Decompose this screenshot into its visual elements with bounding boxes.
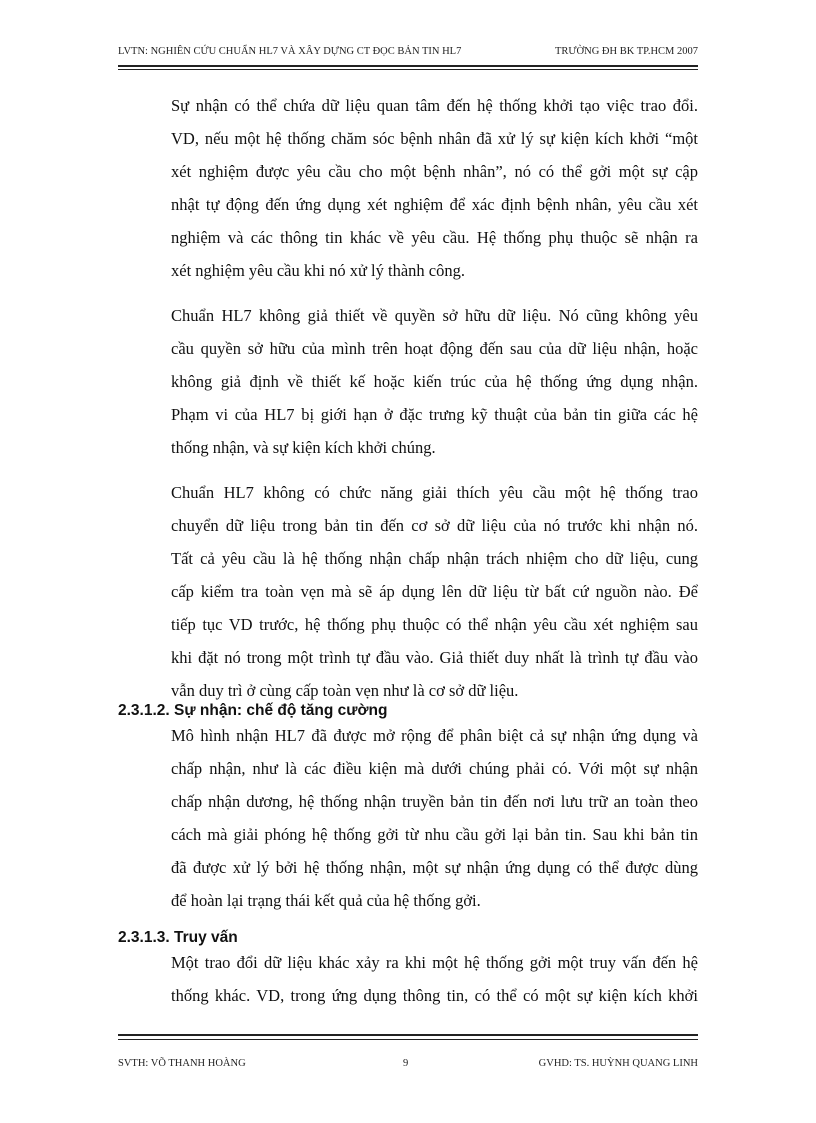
paragraph-line: chấp nhận, như là các điều kiện mà dưới chúng phải có. Với một sự nhận	[171, 759, 698, 778]
paragraph-line: chấp nhận dương, hệ thống nhận truyền bản tin đến nơi lưu trữ an toàn theo	[171, 792, 698, 811]
paragraph-line: xét nghiệm được yêu cầu cho một bệnh nhân”, nó có thể gởi một sự cập	[171, 162, 698, 181]
paragraph-line: đã được xử lý bởi hệ thống nhận, một sự nhận ứng dụng có thể được dùng	[171, 858, 698, 877]
paragraph-line: cầu quyền sở hữu của mình trên hoạt động đến sau của dữ liệu nhận, hoặc	[171, 339, 698, 358]
footer-rule	[118, 1034, 698, 1040]
paragraph-line: nghiệm và các thông tin khác về yêu cầu. Hệ thống phụ thuộc sẽ nhận ra	[171, 228, 698, 247]
header-university: TRƯỜNG ĐH BK TP.HCM 2007	[554, 46, 698, 57]
paragraph-line: không giả định về thiết kế hoặc kiến trúc của hệ thống ứng dụng nhận.	[171, 372, 698, 391]
paragraph-line: để hoàn lại trạng thái kết quả của hệ thống gởi.	[171, 891, 481, 910]
paragraph-line: tiếp tục VD trước, hệ thống phụ thuộc có thể nhận yêu cầu xét nghiệm sau	[171, 615, 698, 634]
section-2-body	[171, 726, 698, 924]
paragraph-line: xét nghiệm yêu cầu khi nó xử lý thành công.	[171, 261, 465, 280]
paragraph-line: cách mà giải phóng hệ thống gởi từ nhu cầu gởi lại bản tin. Sau khi bản tin	[171, 825, 698, 844]
paragraph-line: khi đặt nó trong một trình tự đầu vào. Giả thiết duy nhất là trình tự đầu vào	[171, 648, 698, 667]
paragraph-line: Sự nhận có thể chứa dữ liệu quan tâm đến hệ thống khởi tạo việc trao đổi.	[171, 96, 698, 115]
paragraph-line: Tất cả yêu cầu là hệ thống nhận chấp nhận trách nhiệm cho dữ liệu, cung	[171, 549, 698, 568]
page-number: 9	[403, 1058, 409, 1069]
paragraph-line: Phạm vi của HL7 bị giới hạn ở đặc trưng kỹ thuật của bản tin giữa các hệ	[171, 405, 698, 424]
paragraph-line: Chuẩn HL7 không có chức năng giải thích yêu cầu một hệ thống trao	[171, 483, 698, 502]
paragraph-1	[171, 89, 698, 287]
paragraph-line: thống khác. VD, trong ứng dụng thông tin, có thể có một sự kiện kích khởi	[171, 986, 698, 1005]
paragraph-line: thống nhận, và sự kiện kích khởi chúng.	[171, 438, 436, 457]
section-heading-2-3-1-3: 2.3.1.3. Truy vấn	[118, 929, 238, 946]
footer-advisor: GVHD: TS. HUỲNH QUANG LINH	[538, 1058, 698, 1069]
paragraph-line: cấp kiểm tra toàn vẹn mà sẽ áp dụng lên dữ liệu từ bất cứ nguồn nào. Để	[171, 582, 698, 601]
body-text	[171, 89, 698, 707]
paragraph-line: vẫn duy trì ở cùng cấp toàn vẹn như là cơ sở dữ liệu.	[171, 681, 519, 700]
paragraph-line: nhật tự động đến ứng dụng xét nghiệm để xác định bệnh nhân, yêu cầu xét	[171, 195, 698, 214]
section-heading-2-3-1-2: 2.3.1.2. Sự nhận: chế độ tăng cường	[118, 702, 388, 719]
paragraph-line: Một trao đổi dữ liệu khác xảy ra khi một hệ thống gởi một truy vấn đến hệ	[171, 953, 698, 972]
paragraph-3	[171, 476, 698, 707]
paragraph-line: Chuẩn HL7 không giả thiết về quyền sở hữu dữ liệu. Nó cũng không yêu	[171, 306, 698, 325]
paragraph-line: Mô hình nhận HL7 đã được mở rộng để phân biệt cả sự nhận ứng dụng và	[171, 726, 698, 745]
header-thesis-title: LVTN: NGHIÊN CỨU CHUẨN HL7 VÀ XÂY DỰNG CT ĐỌC BẢN TIN HL7	[118, 46, 462, 57]
paragraph-line: chuyển dữ liệu trong bản tin đến cơ sở dữ liệu của nó trước khi nhận nó.	[171, 516, 698, 535]
page-header	[118, 46, 698, 57]
paragraph-2	[171, 299, 698, 464]
paragraph-line: VD, nếu một hệ thống chăm sóc bệnh nhân đã xử lý sự kiện kích khởi “một	[171, 129, 698, 148]
footer-student: SVTH: VÕ THANH HOÀNG	[118, 1058, 246, 1069]
header-rule	[118, 65, 698, 70]
section-3-body	[171, 953, 698, 1019]
